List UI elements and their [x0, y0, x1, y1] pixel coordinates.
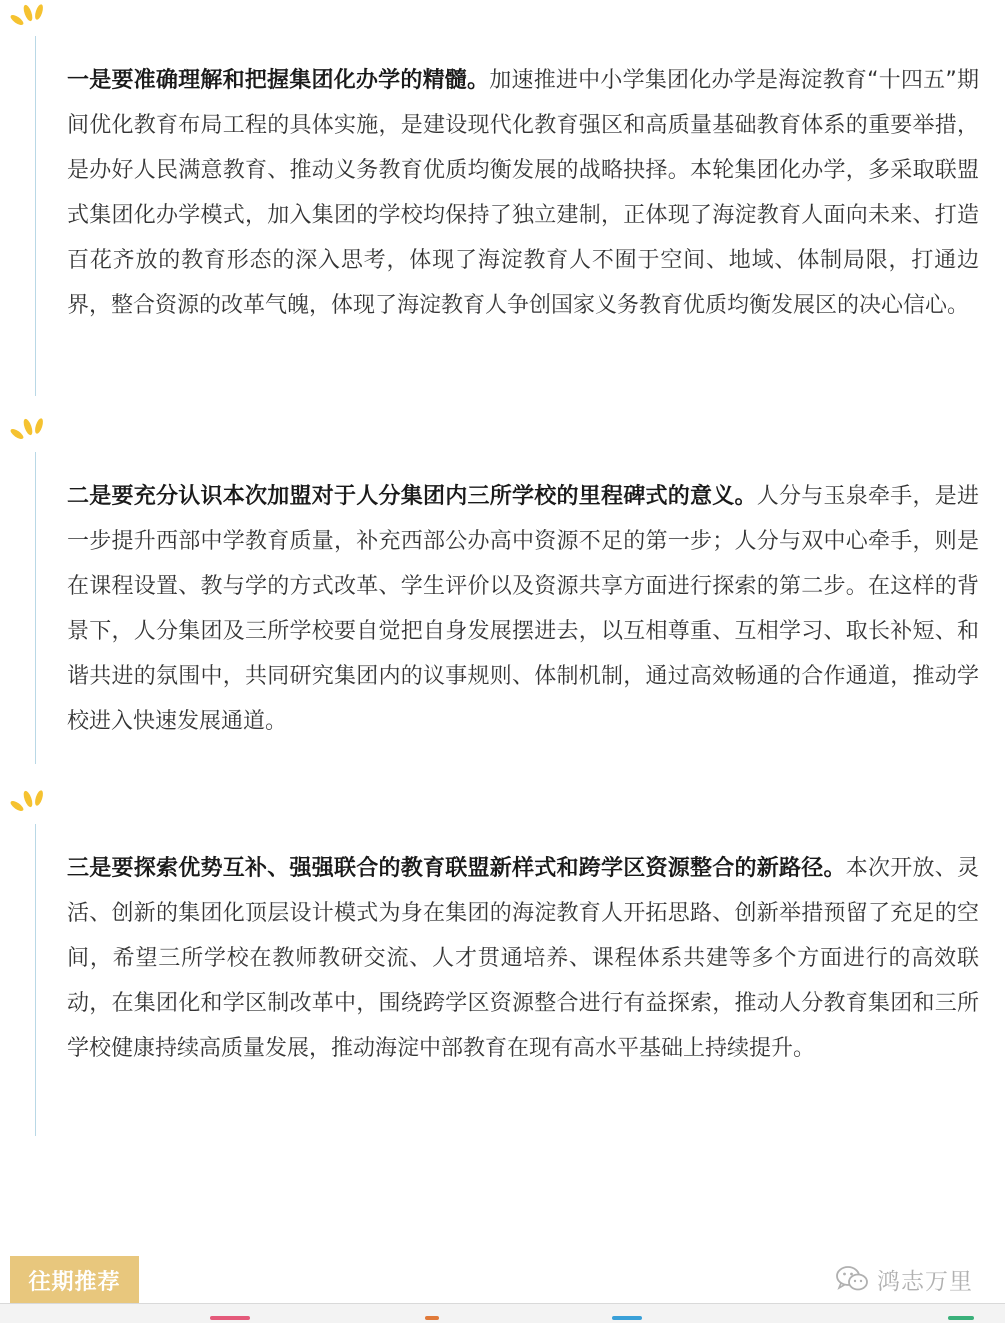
- toolbar-icon: [948, 1316, 974, 1320]
- paragraph-lead: 一是要准确理解和把握集团化办学的精髓。: [67, 68, 490, 93]
- sunburst-petals-icon: [8, 412, 48, 446]
- timeline-line: [35, 452, 36, 764]
- timeline-line: [35, 824, 36, 1136]
- account-brand[interactable]: [835, 1262, 973, 1296]
- paragraph: [67, 846, 979, 1071]
- sunburst-petals-icon: [8, 784, 48, 818]
- toolbar-icon: [210, 1316, 250, 1320]
- paragraph-body: 加速推进中小学集团化办学是海淀教育“十四五”期间优化教育布局工程的具体实施，是建设现代化教育强区和高质量基础教育体系的重要举措，是办好人民满意教育、推动义务教育优质均衡发展的战略抉择。本轮集团化办学，多采取联盟式集团化办学模式，加入集团的学校均保持了独立建制，正体现了海淀教育人面向未来、打造百花齐放的教育形态的深入思考，体现了海淀教育人不囿于空间、地域、体制局限，打通边界，整合资源的改革气魄，体现了海淀教育人争创国家义务教育优质均衡发展区的决心信心。: [67, 68, 979, 318]
- past-recommendations-badge[interactable]: 往期推荐: [10, 1256, 139, 1306]
- sunburst-petals-icon: [8, 0, 48, 32]
- paragraph: [67, 58, 979, 328]
- toolbar-icon: [612, 1316, 642, 1320]
- brand-name: 鸿志万里: [877, 1268, 973, 1295]
- paragraph: [67, 474, 979, 744]
- paragraph-body: 人分与玉泉牵手，是进一步提升西部中学教育质量，补充西部公办高中资源不足的第一步；人分与双中心牵手，则是在课程设置、教与学的方式改革、学生评价以及资源共享方面进行探索的第二步。在这样的背景下，人分集团及三所学校要自觉把自身发展摆进去，以互相尊重、互相学习、取长补短、和谐共进的氛围中，共同研究集团内的议事规则、体制机制，通过高效畅通的合作通道，推动学校进入快速发展通道。: [67, 484, 979, 734]
- paragraph-lead: 二是要充分认识本次加盟对于人分集团内三所学校的里程碑式的意义。: [67, 484, 757, 509]
- wechat-icon: [835, 1265, 869, 1293]
- toolbar-icon: [425, 1316, 439, 1320]
- timeline-line: [35, 36, 36, 396]
- paragraph-body: 本次开放、灵活、创新的集团化顶层设计模式为身在集团的海淀教育人开拓思路、创新举措预留了充足的空间，希望三所学校在教师教研交流、人才贯通培养、课程体系共建等多个方面进行的高效联动，在集团化和学区制改革中，围绕跨学区资源整合进行有益探索，推动人分教育集团和三所学校健康持续高质量发展，推动海淀中部教育在现有高水平基础上持续提升。: [67, 856, 979, 1061]
- bottom-toolbar-strip: [0, 1303, 1005, 1323]
- paragraph-lead: 三是要探索优势互补、强强联合的教育联盟新样式和跨学区资源整合的新路径。: [67, 856, 846, 881]
